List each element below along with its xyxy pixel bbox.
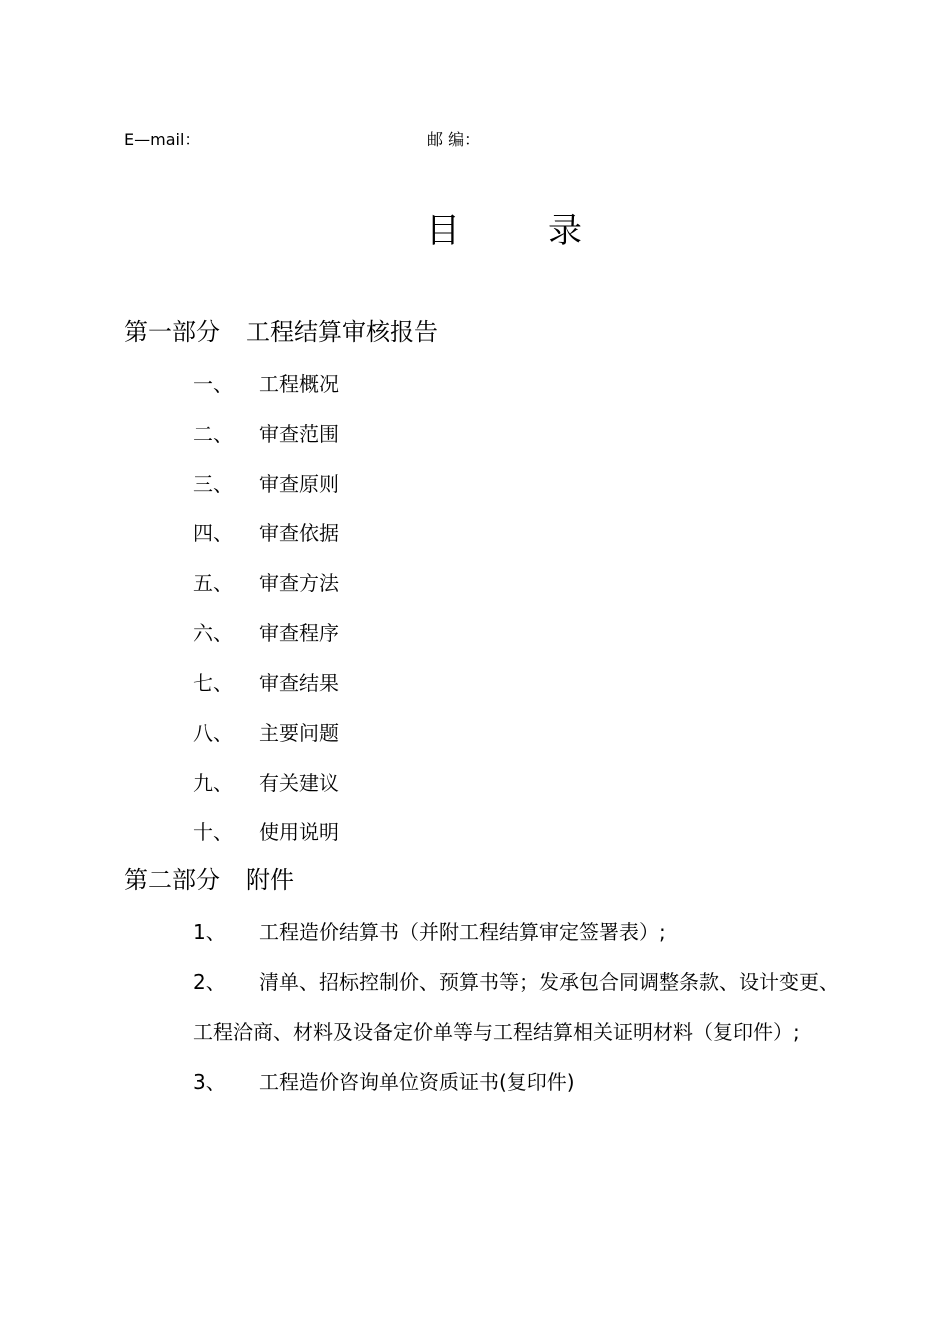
postcode-label: 邮 编： xyxy=(427,130,481,149)
toc-item-text: 审查结果 xyxy=(259,671,339,695)
toc-title-left: 目 xyxy=(426,211,460,251)
toc-item-number: 四、 xyxy=(193,521,233,545)
toc-item-number: 三、 xyxy=(193,472,233,496)
attachment-item xyxy=(193,966,839,995)
attachment-item xyxy=(193,1066,575,1095)
toc-item-number: 五、 xyxy=(193,571,233,595)
attachment-text: 工程造价结算书（并附工程结算审定签署表）; xyxy=(259,920,666,944)
part-one-title: 工程结算审核报告 xyxy=(246,318,438,346)
attachment-number: 2、 xyxy=(193,970,226,994)
toc-item xyxy=(193,567,339,596)
attachment-number: 1、 xyxy=(193,920,226,944)
part-two-title: 附件 xyxy=(246,866,294,894)
toc-item xyxy=(193,816,339,845)
attachment-continuation: 工程洽商、材料及设备定价单等与工程结算相关证明材料（复印件）; xyxy=(193,1020,800,1044)
toc-item-text: 有关建议 xyxy=(259,771,339,795)
attachment-number: 3、 xyxy=(193,1070,226,1094)
toc-item-text: 审查原则 xyxy=(259,472,339,496)
toc-title-right: 录 xyxy=(548,211,582,251)
email-label: E—mail： xyxy=(124,130,201,149)
toc-item-text: 审查范围 xyxy=(259,422,339,446)
toc-item-number: 九、 xyxy=(193,771,233,795)
toc-item xyxy=(193,617,339,646)
toc-item xyxy=(193,468,339,497)
toc-item-text: 审查依据 xyxy=(259,521,339,545)
toc-title xyxy=(426,203,582,252)
toc-item-text: 使用说明 xyxy=(259,820,339,844)
toc-item xyxy=(193,517,339,546)
toc-item-text: 主要问题 xyxy=(259,721,339,745)
toc-item xyxy=(193,717,339,746)
part-one-heading xyxy=(124,312,438,347)
toc-item xyxy=(193,667,339,696)
toc-item-number: 六、 xyxy=(193,621,233,645)
part-two-label: 第二部分 xyxy=(124,866,220,894)
part-one-label: 第一部分 xyxy=(124,318,220,346)
part-two-heading xyxy=(124,860,294,895)
toc-item-text: 审查程序 xyxy=(259,621,339,645)
toc-item-text: 工程概况 xyxy=(259,372,339,396)
toc-item xyxy=(193,418,339,447)
toc-item-number: 十、 xyxy=(193,820,233,844)
toc-item-number: 七、 xyxy=(193,671,233,695)
attachment-text: 工程造价咨询单位资质证书(复印件) xyxy=(259,1070,575,1094)
attachment-item xyxy=(193,916,666,945)
toc-item-number: 二、 xyxy=(193,422,233,446)
toc-item xyxy=(193,767,339,796)
toc-item-number: 八、 xyxy=(193,721,233,745)
toc-item xyxy=(193,368,339,397)
toc-item-text: 审查方法 xyxy=(259,571,339,595)
toc-item-number: 一、 xyxy=(193,372,233,396)
attachment-text: 清单、招标控制价、预算书等；发承包合同调整条款、设计变更、 xyxy=(259,970,839,994)
